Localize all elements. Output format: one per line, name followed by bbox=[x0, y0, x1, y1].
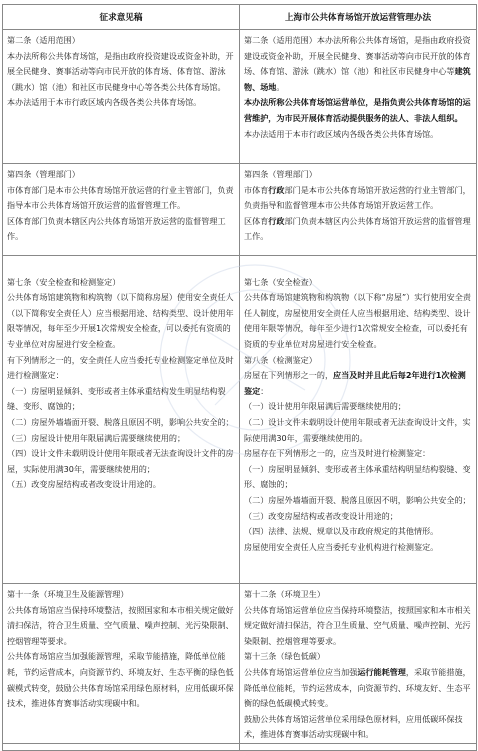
article-text: 区体育部门负责本辖区内公共体育场馆开放运营的监督管理工作。 bbox=[7, 215, 226, 242]
article-text: （二）设计文件未载明设计使用年限或者无法查询设计文件，实际使用满30年，需要继续使用的。 bbox=[244, 416, 471, 443]
article-paragraph bbox=[244, 290, 472, 352]
article-paragraph bbox=[244, 353, 472, 369]
cell-spacer bbox=[244, 259, 472, 275]
article-paragraph bbox=[7, 384, 235, 415]
article-text: 市体育部门是本市公共体育场馆开放运营的行业主管部门，负责指导本市公共体育场馆开放运营的监督管理工作。 bbox=[7, 184, 234, 211]
article-paragraph bbox=[7, 95, 235, 111]
article-paragraph bbox=[7, 183, 235, 214]
article-text: 公共体育场馆应当保持环境整洁，按照国家和本市相关规定做好清扫保洁，符合卫生质量、空气质量、噪声控制、光污染限制、控烟管理等要求。 bbox=[7, 604, 234, 646]
article-paragraph bbox=[244, 587, 472, 603]
article-text: 。 bbox=[276, 81, 285, 92]
article-paragraph bbox=[244, 462, 472, 493]
article-text: 区体育 bbox=[244, 215, 269, 226]
article-paragraph bbox=[244, 183, 472, 214]
draft-cell bbox=[3, 744, 240, 751]
table-header-row bbox=[3, 5, 477, 30]
highlighted-revision-text: 行政 bbox=[268, 215, 285, 226]
article-text: 第四条（管理部门） bbox=[7, 169, 80, 179]
article-paragraph bbox=[244, 399, 472, 415]
article-paragraph bbox=[7, 587, 235, 603]
article-paragraph bbox=[244, 649, 472, 665]
article-text: 房屋使用安全责任人应当委托专业机构进行检测鉴定。 bbox=[244, 541, 439, 552]
article-text: 第十三条（绿色低碳） bbox=[244, 651, 325, 662]
table-row bbox=[3, 164, 477, 256]
article-paragraph bbox=[244, 665, 472, 712]
table-row bbox=[3, 584, 477, 744]
article-paragraph bbox=[7, 290, 235, 352]
cell-spacer bbox=[7, 259, 235, 275]
article-paragraph bbox=[7, 167, 235, 183]
article-paragraph bbox=[244, 95, 472, 126]
article-text: 第十二条（环境卫生） bbox=[244, 589, 325, 599]
article-text: （四）法律、法规、规章以及市政府规定的其他情形。 bbox=[244, 526, 439, 537]
final-cell bbox=[240, 744, 477, 751]
article-text: 公共体育场馆运营单位应当加强 bbox=[244, 666, 358, 677]
article-paragraph bbox=[244, 603, 472, 650]
article-paragraph bbox=[244, 712, 472, 743]
article-paragraph bbox=[244, 524, 472, 540]
article-text: （二）房屋外墙墙面开裂、脱落且原因不明，影响公共安全的； bbox=[244, 494, 471, 505]
article-text: 第八条（检测鉴定） bbox=[244, 354, 317, 365]
article-paragraph bbox=[244, 33, 472, 95]
article-text: ，采取节能措施，降低单位能耗，节约运营成本，向资源节约、环境友好、生态平衡的绿色低碳模式转变。 bbox=[244, 666, 471, 709]
article-text: 本办法所称公共体育场馆，是指由政府投资建设或资金补助，开展全民健身、赛事活动等向市民开放的体育场、体育馆、游泳（跳水）馆（池）和社区市民健身中心等各类公共体育场馆。 bbox=[7, 50, 234, 92]
article-text: 部门是本市公共体育场馆开放运营的行业主管部门，负责指导和监督管理本市公共体育场馆开放运营工作。 bbox=[244, 184, 471, 211]
final-cell bbox=[240, 164, 477, 256]
table-row bbox=[3, 256, 477, 584]
article-text: 房屋在下列情形之一的， bbox=[244, 370, 334, 381]
article-paragraph bbox=[7, 446, 235, 477]
highlighted-revision-text: 运行能耗管理 bbox=[357, 666, 406, 677]
article-paragraph bbox=[244, 275, 472, 291]
article-paragraph bbox=[7, 477, 235, 493]
article-text: （三）改变房屋结构或者改变设计用途的； bbox=[244, 510, 398, 521]
article-text: （一）设计使用年限届满后需要继续使用的； bbox=[244, 401, 406, 412]
final-cell bbox=[240, 584, 477, 744]
article-text: 本办法适用于本市行政区域内各级各类公共体育场馆。 bbox=[244, 128, 439, 139]
final-cell bbox=[240, 30, 477, 164]
article-text: 第十一条（环境卫生及能源管理） bbox=[7, 589, 129, 599]
article-text: 第七条（安全检查） bbox=[244, 276, 317, 287]
column-header-final: 上海市公共体育场馆开放运营管理办法 bbox=[240, 5, 477, 30]
article-text: ： bbox=[260, 385, 269, 396]
draft-cell bbox=[3, 256, 240, 584]
draft-cell bbox=[3, 584, 240, 744]
article-paragraph bbox=[244, 127, 472, 143]
comparison-table bbox=[2, 4, 477, 751]
final-cell bbox=[240, 256, 477, 584]
article-paragraph bbox=[244, 368, 472, 399]
article-paragraph bbox=[7, 603, 235, 650]
article-text: 部门负责本辖区内公共体育场馆开放运营的监督管理工作。 bbox=[244, 215, 471, 242]
article-text: 第二条（适用范围） bbox=[244, 35, 317, 45]
article-paragraph bbox=[244, 446, 472, 462]
article-paragraph bbox=[244, 415, 472, 446]
article-paragraph bbox=[244, 493, 472, 509]
article-paragraph bbox=[7, 33, 235, 49]
draft-cell bbox=[3, 30, 240, 164]
article-text: （三）房屋设计使用年限届满后需要继续使用的； bbox=[7, 432, 186, 443]
table-row bbox=[3, 744, 477, 751]
article-text: 市体育 bbox=[244, 184, 269, 195]
article-text: （一）房屋明显倾斜、变形或者主体承重结构发生明显结构裂缝、变形、腐蚀的； bbox=[7, 385, 226, 412]
article-paragraph bbox=[244, 214, 472, 245]
article-paragraph bbox=[7, 214, 235, 245]
highlighted-revision-text: 行政 bbox=[268, 184, 285, 195]
draft-cell bbox=[3, 164, 240, 256]
article-paragraph bbox=[7, 275, 235, 291]
article-text: （四）设计文件未载明设计使用年限或者无法查询设计文件的房屋，实际使用满30年，需要继续使用的； bbox=[7, 448, 234, 474]
article-text: （二）房屋外墙墙面开裂、脱落且原因不明，影响公共安全的； bbox=[7, 416, 234, 427]
article-text: （五）改变房屋结构或者改变设计用途的。 bbox=[7, 479, 161, 490]
column-header-draft: 征求意见稿 bbox=[3, 5, 240, 30]
article-paragraph bbox=[244, 167, 472, 183]
article-text: 本办法所称公共体育场馆，是指由政府投资建设或资金补助，开展全民健身、赛事活动等向市民开放的体育场、体育馆、游泳（跳水）馆（池）和社区市民健身中心等 bbox=[244, 35, 471, 77]
article-paragraph bbox=[7, 649, 235, 711]
article-text: 公共体育场馆建筑物和构筑物（以下简称房屋）使用安全责任人（以下简称安全责任人）应当根据用途、结构类型、设计使用年限等情况，每年至少开展1次常规安全检查，可以委托有资质的专业单位对房屋进行安全检查。 bbox=[7, 292, 234, 349]
article-paragraph bbox=[7, 431, 235, 447]
article-text: 公共体育场馆建筑物和构筑物（以下称“房屋”）实行使用安全责任人制度，房屋使用安全责任人应当根据用途、结构类型、设计使用年限等情况，每年至少进行1次常规安全检查，可以委托有资质的专业单位对房屋进行安全检查。 bbox=[244, 292, 471, 349]
highlighted-revision-text: 本办法所称公共体育场馆运营单位，是指负责公共体育场馆的运营维护，为市民开展体育活动提供服务的法人、非法人组织。 bbox=[244, 97, 471, 123]
article-paragraph bbox=[244, 509, 472, 525]
article-text: 房屋存在下列情形之一的，应当及时进行检测鉴定： bbox=[244, 448, 431, 459]
article-text: 公共体育场馆应当加强能源管理，采取节能措施，降低单位能耗，节约运营成本，向资源节约、环境友好、生态平衡的绿色低碳模式转变，鼓励公共体育场馆采用绿色原材料，应用低碳环保技术，推进体育赛事活动实现碳中和。 bbox=[7, 651, 234, 709]
article-paragraph bbox=[244, 540, 472, 556]
highlighted-revision-text: 建筑物、场地 bbox=[244, 66, 471, 92]
article-text: 鼓励公共体育场馆运营单位采用绿色原材料，应用低碳环保技术，推进体育赛事活动实现碳中和。 bbox=[244, 713, 463, 740]
table-row bbox=[3, 30, 477, 164]
article-paragraph bbox=[7, 415, 235, 431]
article-text: 第四条（管理部门） bbox=[244, 169, 317, 179]
highlighted-revision-text: 应当及时并且此后每2年进行1次检测鉴定 bbox=[244, 370, 466, 396]
article-text: 第二条（适用范围） bbox=[7, 35, 80, 45]
article-paragraph bbox=[7, 353, 235, 384]
article-text: 第七条（安全检查和检测鉴定） bbox=[7, 276, 121, 287]
article-text: 公共体育场馆运营单位应当保持环境整洁，按照国家和本市相关规定做好清扫保洁，符合卫生质量、空气质量、噪声控制、光污染限制、控烟管理等要求。 bbox=[244, 604, 471, 646]
article-text: 本办法适用于本市行政区域内各级各类公共体育场馆。 bbox=[7, 97, 202, 108]
article-paragraph bbox=[7, 49, 235, 96]
article-text: （一）房屋明显倾斜、变形或者主体承重结构明显结构裂缝、变形、腐蚀的； bbox=[244, 463, 471, 490]
article-text: 有下列情形之一的，安全责任人应当委托专业检测鉴定单位及时进行检测鉴定： bbox=[7, 354, 234, 381]
